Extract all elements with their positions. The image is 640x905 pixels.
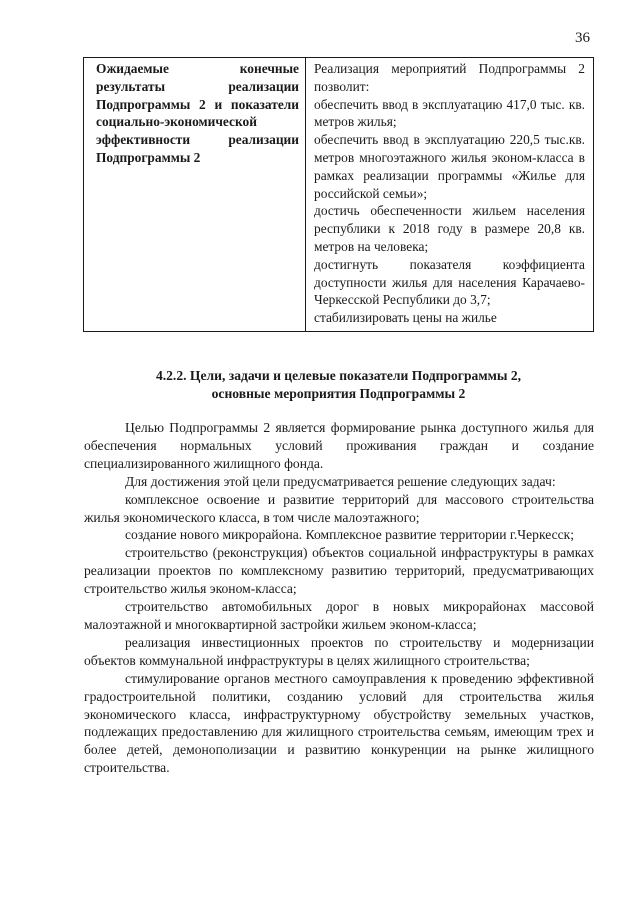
result-item: обеспечить ввод в эксплуатацию 417,0 тыс. кв. метров жилья; bbox=[314, 96, 585, 130]
section-heading bbox=[83, 367, 594, 403]
paragraph-goal: Целью Подпрограммы 2 является формирование рынка доступного жилья для обеспечения нормальных условий проживания граждан и создание специализированного жилищного фонда. bbox=[84, 420, 594, 471]
task-item: строительство (реконструкция) объектов социальной инфраструктуры в рамках реализации проектов по комплексному развитию территорий, предусматривающих строительство жилья эконом-класса; bbox=[84, 545, 594, 597]
result-intro: Реализация мероприятий Подпрограммы 2 позволит: bbox=[314, 61, 585, 94]
page-number: 36 bbox=[575, 30, 590, 46]
result-item: достичь обеспеченности жильем населения республики к 2018 году в размере 20,8 кв. метров на человека; bbox=[314, 203, 585, 254]
paragraph-tasks-intro: Для достижения этой цели предусматривается решение следующих задач: bbox=[125, 473, 556, 489]
table-results-cell bbox=[306, 58, 594, 332]
result-item: обеспечить ввод в эксплуатацию 220,5 тыс.кв. метров многоэтажного жилья эконом-класса в рамках реализации программы «Жилье для российской семьи»; bbox=[314, 132, 585, 201]
task-item: стимулирование органов местного самоуправления к проведению эффективной градостроительной политики, созданию условий для строительства жилья экономического класса, инфраструктурному обустройству земельных участков, подлежащих предоставлению для жилищного строительства семьям, имеющим трех и более детей, демонополизации и развитию конкуренции на рынке жилищного строительства. bbox=[84, 670, 594, 776]
table-label-cell: Ожидаемые конечные результаты реализации Подпрограммы 2 и показатели социально-экономической эффективности реализации Подпрограммы 2 bbox=[84, 58, 306, 332]
section-body bbox=[84, 419, 594, 777]
task-item: комплексное освоение и развитие территорий для массового строительства жилья экономического класса, в том числе малоэтажного; bbox=[84, 491, 594, 525]
expected-results-table bbox=[83, 57, 594, 332]
task-item: создание нового микрорайона. Комплексное развитие территории г.Черкесск; bbox=[125, 527, 575, 543]
result-item: стабилизировать цены на жилье bbox=[314, 310, 497, 326]
result-item: достигнуть показателя коэффициента доступности жилья для населения Карачаево-Черкесской Республики до 3,7; bbox=[314, 256, 585, 308]
task-item: реализация инвестиционных проектов по строительству и модернизации объектов коммунальной инфраструктуры в целях жилищного строительства; bbox=[84, 634, 594, 668]
section-heading-line: основные мероприятия Подпрограммы 2 bbox=[211, 385, 466, 401]
section-heading-line: 4.2.2. Цели, задачи и целевые показатели Подпрограммы 2, bbox=[155, 368, 522, 383]
task-item: строительство автомобильных дорог в новых микрорайонах массовой малоэтажной и многоквартирной застройки жильем эконом-класса; bbox=[84, 599, 594, 632]
table-row bbox=[84, 58, 594, 332]
